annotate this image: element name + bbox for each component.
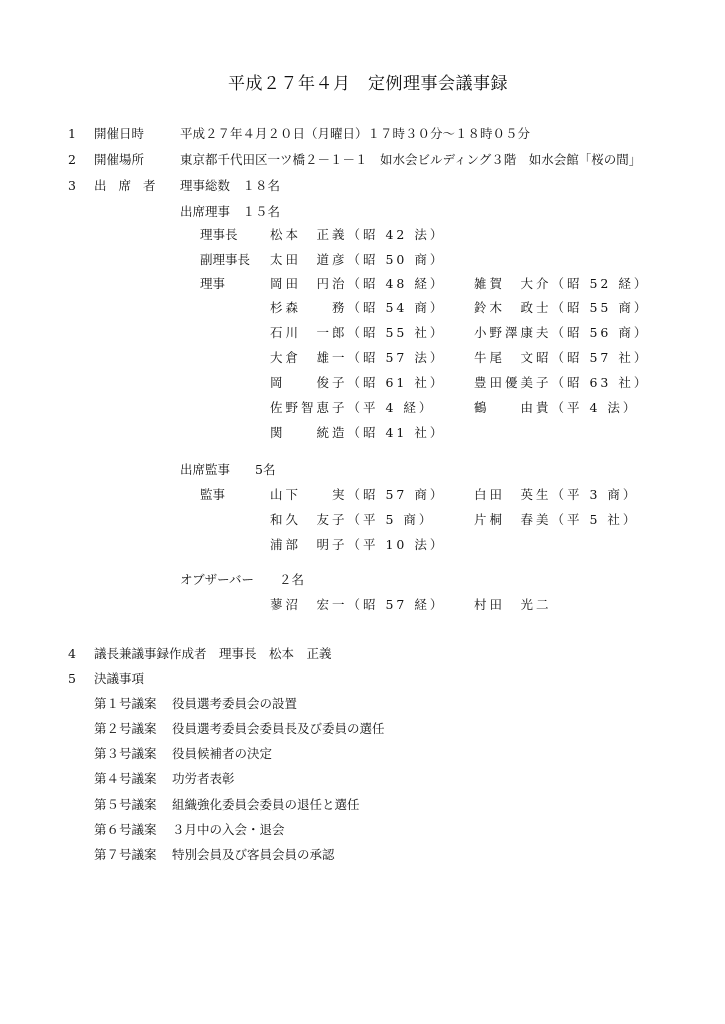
auditor-name: 浦部 明子（平 10 法） — [270, 537, 446, 552]
chair-label: 理事長 — [200, 227, 238, 242]
observer-name: 村田 光二 — [474, 597, 552, 612]
resolution-text: 功労者表彰 — [172, 771, 235, 786]
item-value-total-directors: 理事総数 １８名 — [180, 178, 281, 193]
auditor-label: 監事 — [200, 487, 226, 502]
item-label-datetime: 開催日時 — [94, 126, 145, 141]
resolution-text: 役員候補者の決定 — [172, 746, 273, 761]
director-name: 石川 一郎（昭 55 社） — [270, 325, 446, 340]
director-label: 理事 — [200, 276, 226, 291]
director-name: 鶴 由貴（平 4 法） — [474, 400, 639, 415]
director-name: 小野澤康夫（昭 56 商） — [474, 325, 650, 340]
resolution-text: 役員選考委員会委員長及び委員の選任 — [172, 721, 385, 736]
resolution-number: 第３号議案 — [94, 746, 157, 761]
directors-heading: 出席理事 １５名 — [180, 204, 281, 219]
item-number: 2 — [68, 152, 76, 167]
vice-chair-name: 太田 道彦（昭 50 商） — [270, 252, 446, 267]
item-number: 3 — [68, 178, 76, 193]
vice-chair-label: 副理事長 — [200, 252, 251, 267]
director-name: 豊田優美子（昭 63 社） — [474, 375, 650, 390]
chair-and-minutes-writer: 議長兼議事録作成者 理事長 松本 正義 — [94, 646, 332, 661]
auditors-heading: 出席監事 5名 — [180, 462, 276, 477]
resolution-number: 第６号議案 — [94, 822, 157, 837]
auditor-name: 白田 英生（平 3 商） — [474, 487, 639, 502]
resolution-text: ３月中の入会・退会 — [172, 822, 285, 837]
item-label-attendees: 出 席 者 — [94, 178, 160, 193]
resolution-number: 第５号議案 — [94, 797, 157, 812]
observer-name: 蓼沼 宏一（昭 57 経） — [270, 597, 446, 612]
auditor-name: 片桐 春美（平 5 社） — [474, 512, 639, 527]
resolution-number: 第４号議案 — [94, 771, 157, 786]
observers-heading: オブザーバー ２名 — [180, 572, 305, 587]
director-name: 雑賀 大介（昭 52 経） — [474, 276, 650, 291]
item-label-venue: 開催場所 — [94, 152, 145, 167]
item-number: 4 — [68, 646, 76, 661]
item-number: 5 — [68, 671, 76, 686]
director-name: 鈴木 政士（昭 55 商） — [474, 300, 650, 315]
director-name: 杉森 務（昭 54 商） — [270, 300, 446, 315]
document-title: 平成２７年４月 定例理事会議事録 — [228, 74, 508, 94]
auditor-name: 山下 実（昭 57 商） — [270, 487, 446, 502]
director-name: 岡田 円治（昭 48 経） — [270, 276, 446, 291]
resolution-text: 組織強化委員会委員の退任と選任 — [172, 797, 360, 812]
director-name: 牛尾 文昭（昭 57 社） — [474, 350, 650, 365]
resolution-number: 第７号議案 — [94, 847, 157, 862]
director-name: 佐野智恵子（平 4 経） — [270, 400, 435, 415]
resolution-text: 特別会員及び客員会員の承認 — [172, 847, 335, 862]
item-value-datetime: 平成２７年４月２０日（月曜日）１７時３０分〜１８時０５分 — [180, 126, 531, 141]
resolution-number: 第２号議案 — [94, 721, 157, 736]
chair-name: 松本 正義（昭 42 法） — [270, 227, 446, 242]
resolutions-heading: 決議事項 — [94, 671, 145, 686]
item-value-venue: 東京都千代田区一ツ橋２－１－１ 如水会ビルディング３階 如水会館「桜の間」 — [180, 152, 642, 167]
item-number: 1 — [68, 126, 76, 141]
director-name: 大倉 雄一（昭 57 法） — [270, 350, 446, 365]
auditor-name: 和久 友子（平 5 商） — [270, 512, 435, 527]
resolution-number: 第１号議案 — [94, 696, 157, 711]
director-name: 岡 俊子（昭 61 社） — [270, 375, 446, 390]
director-name: 関 統造（昭 41 社） — [270, 425, 446, 440]
resolution-text: 役員選考委員会の設置 — [172, 696, 298, 711]
